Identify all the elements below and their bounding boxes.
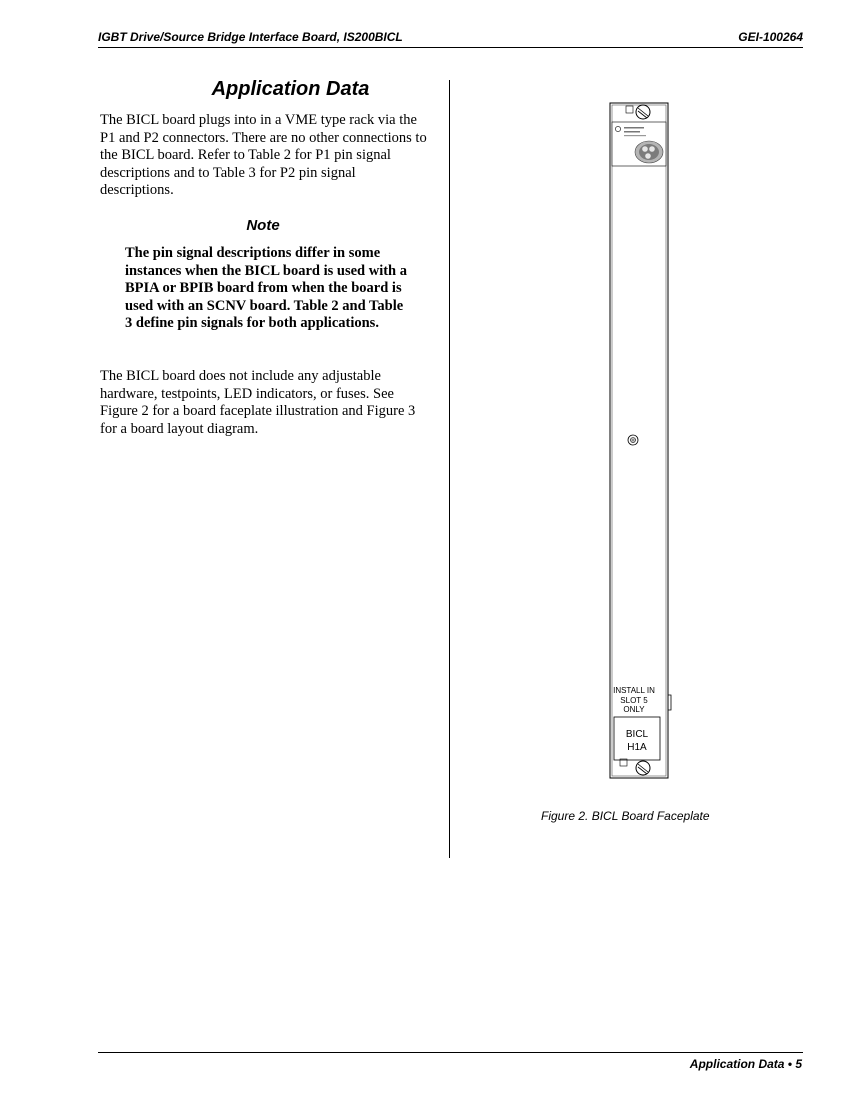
paragraph-hardware: The BICL board does not include any adjustable hardware, testpoints, LED indicators, or fuses. See Figure 2 for a board faceplate illustration and Figure 3 for a board layout diagram. bbox=[100, 368, 416, 437]
install-line-1: INSTALL IN bbox=[613, 686, 655, 695]
board-name: BICL bbox=[625, 729, 649, 740]
figure-caption: Figure 2. BICL Board Faceplate bbox=[541, 809, 710, 823]
header-title: IGBT Drive/Source Bridge Interface Board, IS200BICL bbox=[98, 30, 403, 44]
column-divider bbox=[449, 80, 450, 858]
install-line-2: SLOT 5 bbox=[620, 695, 648, 705]
install-line-3: ONLY bbox=[623, 705, 645, 714]
section-title: Application Data bbox=[211, 78, 370, 100]
header-rule bbox=[98, 47, 803, 48]
document-number: GEI-100264 bbox=[738, 30, 803, 44]
paragraph-intro: The BICL board plugs into in a VME type rack via the P1 and P2 connectors. There are no other connections to the BICL board. Refer to Table 2 for P1 pin signal descriptions and to Table 3 for P2 pin signal descriptions. bbox=[100, 112, 427, 198]
note-title: Note bbox=[246, 217, 280, 234]
center-fastener-icon bbox=[628, 435, 638, 445]
install-instruction bbox=[605, 686, 663, 715]
footer-rule bbox=[98, 1052, 803, 1053]
note-body: The pin signal descriptions differ in some instances when the BICL board is used with a BPIA or BPIB board from when the board is used with an SCNV board. Table 2 and Table 3 define pin signals for both applications. bbox=[125, 245, 407, 331]
board-id-label bbox=[614, 728, 660, 754]
board-revision: H1A bbox=[627, 742, 647, 753]
footer-page-label: Application Data • 5 bbox=[689, 1057, 802, 1071]
faceplate-illustration bbox=[605, 100, 675, 782]
ge-logo-label bbox=[612, 122, 666, 166]
